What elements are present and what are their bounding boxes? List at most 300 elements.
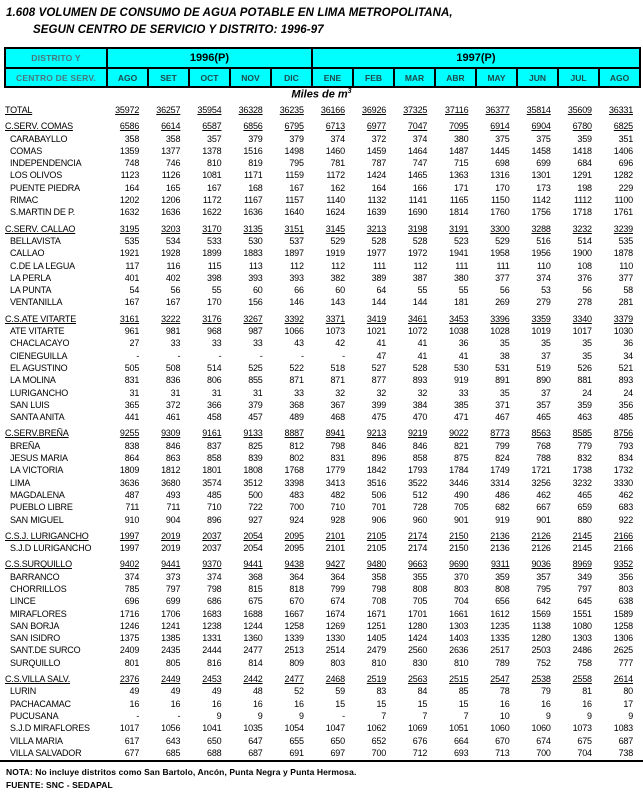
value-cell: 2409 [119,645,140,656]
value-cell: 380 [453,133,469,144]
value-cell: 377 [618,272,633,283]
value-cell: 1958 [490,248,510,259]
value-cell: 650 [330,735,345,746]
value-cell: 1997 [119,543,140,554]
value-cell: 1498 [284,145,304,156]
value-cell: 487 [124,489,140,500]
value-cell: 647 [248,735,263,746]
value-cell: 2019 [161,530,181,541]
value-cell: 2636 [449,645,469,656]
table-row-district [4,133,639,145]
header-month-1997-abr: ABR [434,67,475,86]
value-cell: 645 [577,596,592,607]
value-cell: 2519 [366,674,387,685]
table-row-district [4,296,639,308]
value-cell: 700 [536,747,551,758]
row-label: C.DE LA LEGUA [10,260,75,271]
table-row-district [4,374,639,386]
row-label: MAGDALENA [10,489,65,500]
header-month-1997-jul: JUL [557,67,598,86]
value-cell: 35 [541,338,551,349]
value-cell: 16 [499,698,510,709]
value-cell: 505 [124,362,140,373]
value-cell: 356 [618,571,633,582]
value-cell: 9480 [366,559,387,570]
value-cell: 1054 [284,723,304,734]
value-cell: 3176 [202,313,222,324]
value-cell: 697 [330,747,345,758]
value-cell: - [177,350,181,361]
value-cell: 384 [412,399,428,410]
header-month-1997-ago: AGO [598,67,639,86]
value-cell: 15 [417,698,428,709]
row-label: LA VICTORIA [10,465,64,476]
value-cell: 356 [618,399,633,410]
value-cell: 788 [536,453,551,464]
value-cell: 818 [289,583,304,594]
value-cell: 906 [371,514,387,525]
value-cell: 36 [458,338,469,349]
row-label: RIMAC [10,195,38,206]
value-cell: 6614 [161,121,181,132]
value-cell: 380 [453,272,469,283]
value-cell: - [136,350,140,361]
row-label: CARABAYLLO [10,133,68,144]
value-cell: 1140 [326,195,345,206]
value-cell: 698 [495,158,510,169]
value-cell: 893 [618,375,633,386]
value-cell: 781 [330,158,345,169]
value-cell: 1021 [366,326,387,337]
value-cell: 485 [618,412,633,423]
value-cell: 3135 [243,223,263,234]
value-cell: 399 [371,399,387,410]
table-row-district [4,657,639,669]
value-cell: 374 [124,571,140,582]
value-cell: 3453 [449,313,469,324]
table-row-district [4,194,639,206]
value-cell: 3151 [284,223,304,234]
header-year-1996: 1996(P) [106,49,311,67]
row-label: SAN ISIDRO [10,633,61,644]
value-cell: 402 [165,272,181,283]
value-cell: 33 [294,387,304,398]
value-cell: 8773 [490,428,510,439]
value-cell: 1809 [119,465,140,476]
value-cell: 1487 [449,145,469,156]
value-cell: 2477 [284,674,304,685]
value-cell: 1900 [572,248,592,259]
value-cell: 32 [417,387,428,398]
value-cell: 1406 [613,145,633,156]
value-cell: 9213 [366,428,387,439]
value-cell: 3145 [325,223,345,234]
value-cell: 164 [371,182,387,193]
value-cell: 475 [371,412,387,423]
value-cell: 799 [495,440,510,451]
value-cell: 357 [536,571,551,582]
value-cell: 3288 [531,223,551,234]
value-cell: 1019 [531,326,551,337]
value-cell: - [342,350,345,361]
value-cell: 699 [536,158,551,169]
value-cell: 1051 [449,723,469,734]
value-cell: 3330 [613,477,633,488]
table-row-district [4,387,639,399]
value-cell: 1445 [490,145,510,156]
value-cell: 465 [577,489,592,500]
value-cell: 691 [289,747,304,758]
table-row-district [4,583,639,595]
value-cell: 1112 [573,195,592,206]
value-cell: 684 [577,158,592,169]
value-cell: 1465 [407,170,428,181]
table-row-district [4,735,639,747]
value-cell: 56 [499,285,510,296]
value-cell: 2105 [366,543,387,554]
value-cell: 1760 [490,207,510,218]
value-cell: 910 [124,514,140,525]
value-cell: 1073 [572,723,592,734]
row-label: C.SERV. COMAS [5,121,73,132]
value-cell: 785 [124,583,140,594]
value-cell: 677 [124,747,140,758]
row-label: LIMA [10,477,31,488]
row-label: MIRAFLORES [10,608,67,619]
value-cell: 48 [252,686,263,697]
value-cell: 1172 [202,195,222,206]
value-cell: 3396 [490,313,510,324]
row-label: PUENTE PIEDRA [10,182,80,193]
value-cell: 2560 [407,645,428,656]
value-cell: 468 [330,412,345,423]
value-cell: 530 [453,362,469,373]
table-row-district [4,685,639,697]
row-label: C.S.J. LURIGANCHO [5,530,89,541]
value-cell: 1636 [161,207,181,218]
value-cell: 9352 [613,559,633,570]
value-cell: 758 [577,657,592,668]
table-row-district [4,747,639,759]
value-cell: 3213 [366,223,387,234]
value-cell: 278 [577,297,592,308]
value-cell: 1363 [449,170,469,181]
value-cell: 359 [577,399,592,410]
row-label: VENTANILLA [10,297,63,308]
value-cell: 2054 [243,543,263,554]
value-cell: 922 [618,514,633,525]
value-cell: 52 [294,686,304,697]
value-cell: 1690 [407,207,428,218]
value-cell: 528 [371,235,387,246]
value-cell: 1460 [325,145,345,156]
row-label: C.S.VILLA SALV. [5,674,71,685]
value-cell: 1883 [243,248,263,259]
value-cell: 837 [207,440,222,451]
table-row-district [4,698,639,710]
value-cell: 9 [545,710,551,721]
value-cell: 1172 [326,170,345,181]
value-cell: 508 [165,362,181,373]
value-cell: 55 [211,285,222,296]
value-cell: 1375 [119,633,140,644]
value-cell: - [218,350,222,361]
value-cell: 1028 [490,326,510,337]
value-cell: 891 [495,375,510,386]
value-cell: 59 [335,686,345,697]
value-cell: 374 [536,272,551,283]
header-month-1996-set: SET [147,67,188,86]
value-cell: 3371 [325,313,345,324]
header-month-1996-dic: DIC [270,67,311,86]
value-cell: 799 [330,583,345,594]
value-cell: 458 [207,412,222,423]
value-cell: - [342,710,345,721]
value-cell: 6713 [325,121,345,132]
value-cell: 1246 [119,620,140,631]
value-cell: 16 [294,698,304,709]
value-cell: 7047 [407,121,428,132]
row-label: C.S.SURQUILLO [5,559,72,570]
value-cell: 110 [619,260,633,271]
value-cell: 24 [623,387,633,398]
value-cell: 2479 [366,645,387,656]
row-label: VILLA SALVADOR [10,747,82,758]
value-cell: 642 [536,596,551,607]
value-cell: 7 [463,710,469,721]
table-row-district [4,608,639,620]
value-cell: 79 [541,686,551,697]
value-cell: 1331 [202,633,222,644]
value-cell: 2166 [613,543,633,554]
row-label: SANTA ANITA [10,412,65,423]
value-cell: 117 [125,260,140,271]
value-cell: 1301 [531,170,551,181]
value-cell: 116 [166,260,181,271]
value-cell: 3191 [449,223,469,234]
value-cell: 855 [248,375,263,386]
value-cell: 3512 [243,477,263,488]
value-cell: 713 [495,747,510,758]
value-cell: 2503 [531,645,551,656]
value-cell: 676 [412,735,428,746]
value-cell: 1035 [243,723,263,734]
table-row-district [4,411,639,423]
value-cell: 112 [290,260,304,271]
value-cell: 819 [248,158,263,169]
value-cell: 2563 [407,674,428,685]
value-cell: 35 [582,338,592,349]
value-cell: 516 [536,235,551,246]
value-cell: 168 [248,182,263,193]
value-cell: 656 [495,596,510,607]
value-cell: 9690 [449,559,469,570]
row-label: ATE VITARTE [10,326,65,337]
row-label: EL AGUSTINO [10,362,68,373]
value-cell: 1749 [490,465,510,476]
value-cell: 9 [257,710,263,721]
table-row-section [4,120,639,132]
table-row-district [4,272,639,284]
value-cell: 16 [582,698,592,709]
value-cell: 462 [618,489,633,500]
value-cell: 35814 [526,105,551,115]
value-cell: 875 [453,453,469,464]
value-cell: 752 [536,657,551,668]
value-cell: 16 [170,698,181,709]
value-cell: 1062 [366,723,387,734]
value-cell: 3398 [284,477,304,488]
value-cell: 801 [124,657,140,668]
value-cell: 2145 [572,530,592,541]
value-cell: 1814 [449,207,469,218]
value-cell: 1639 [366,207,387,218]
table-row-district [4,206,639,218]
value-cell: 864 [124,453,140,464]
value-cell: 1030 [613,326,633,337]
value-cell: 825 [248,440,263,451]
value-cell: 674 [536,735,551,746]
value-cell: 890 [536,375,551,386]
value-cell: 56 [170,285,181,296]
value-cell: 6587 [202,121,222,132]
value-cell: 711 [125,502,140,513]
value-cell: 371 [495,399,510,410]
value-cell: 367 [330,399,345,410]
row-label: PUCUSANA [10,710,59,721]
value-cell: 281 [618,297,633,308]
value-cell: 33 [458,387,469,398]
value-cell: 6904 [531,121,551,132]
table-row-district [4,595,639,607]
value-cell: 1339 [284,633,304,644]
value-cell: 37 [541,350,551,361]
row-label: BELLAVISTA [10,235,61,246]
value-cell: 1701 [407,608,428,619]
value-cell: 810 [207,158,222,169]
value-cell: 6977 [366,121,387,132]
value-cell: 919 [495,514,510,525]
value-cell: 2515 [449,674,469,685]
row-label: LURIN [10,686,37,697]
table-row-district [4,542,639,554]
value-cell: 798 [330,440,345,451]
value-cell: 810 [371,657,387,668]
value-cell: 858 [412,453,428,464]
table-row-district [4,501,639,513]
value-cell: 924 [289,514,304,525]
value-cell: 1072 [407,326,428,337]
value-cell: 441 [124,412,140,423]
value-cell: 144 [412,297,428,308]
value-cell: 1291 [572,170,592,181]
value-cell: 700 [289,502,304,513]
value-cell: 896 [207,514,222,525]
value-cell: 1150 [490,195,510,206]
value-cell: 506 [371,489,387,500]
table-row-total [4,104,639,116]
value-cell: - [136,710,140,721]
value-cell: 16 [129,698,140,709]
row-label: SAN LUIS [10,399,50,410]
value-cell: 229 [618,182,633,193]
row-label: LA PUNTA [10,285,52,296]
value-cell: 115 [207,260,222,271]
value-cell: 167 [124,297,140,308]
value-cell: 928 [330,514,345,525]
table-row-district [4,337,639,349]
value-cell: 64 [376,285,387,296]
value-cell: 382 [330,272,345,283]
table-row-district [4,452,639,464]
value-cell: 7 [422,710,428,721]
value-cell: 143 [330,297,345,308]
header-month-1996-ago: AGO [106,67,147,86]
value-cell: 514 [207,362,222,373]
table-row-district [4,710,639,722]
value-cell: 36328 [238,105,263,115]
value-cell: 1306 [613,633,633,644]
value-cell: 372 [371,133,387,144]
header-month-1997-mar: MAR [393,67,434,86]
value-cell: 6795 [284,121,304,132]
value-cell: 880 [577,514,592,525]
value-cell: 36166 [320,105,345,115]
value-cell: 376 [577,272,592,283]
value-cell: 2449 [161,674,181,685]
value-cell: 146 [289,297,304,308]
value-cell: 3161 [119,313,140,324]
value-cell: 693 [453,747,469,758]
value-cell: 9311 [490,559,510,570]
value-cell: 3340 [572,313,592,324]
value-cell: 803 [453,583,469,594]
value-cell: 643 [165,735,181,746]
value-cell: 1316 [490,170,510,181]
table-row-district [4,440,639,452]
value-cell: 162 [330,182,345,193]
value-cell: 806 [207,375,222,386]
value-cell: 15 [335,698,345,709]
value-cell: 728 [412,502,428,513]
value-cell: 111 [372,260,387,271]
table-row-district [4,514,639,526]
value-cell: 1683 [202,608,222,619]
value-cell: 871 [289,375,304,386]
value-cell: 461 [165,412,181,423]
value-cell: 1060 [531,723,551,734]
value-cell: 1303 [449,620,469,631]
value-cell: 393 [248,272,263,283]
value-cell: 165 [165,182,181,193]
table-row-district [4,644,639,656]
value-cell: 705 [412,596,428,607]
value-cell: 846 [412,440,428,451]
value-cell: 3419 [366,313,387,324]
value-cell: 919 [453,375,469,386]
value-cell: 55 [417,285,428,296]
value-cell: 893 [412,375,428,386]
value-cell: 9022 [449,428,469,439]
value-cell: 170 [207,297,222,308]
value-cell: 1732 [613,465,633,476]
row-label: C.SERV. CALLAO [5,223,76,234]
value-cell: 2136 [490,543,510,554]
value-cell: 3314 [490,477,510,488]
value-cell: 1282 [613,170,633,181]
value-cell: 181 [453,297,469,308]
value-cell: 528 [412,362,428,373]
